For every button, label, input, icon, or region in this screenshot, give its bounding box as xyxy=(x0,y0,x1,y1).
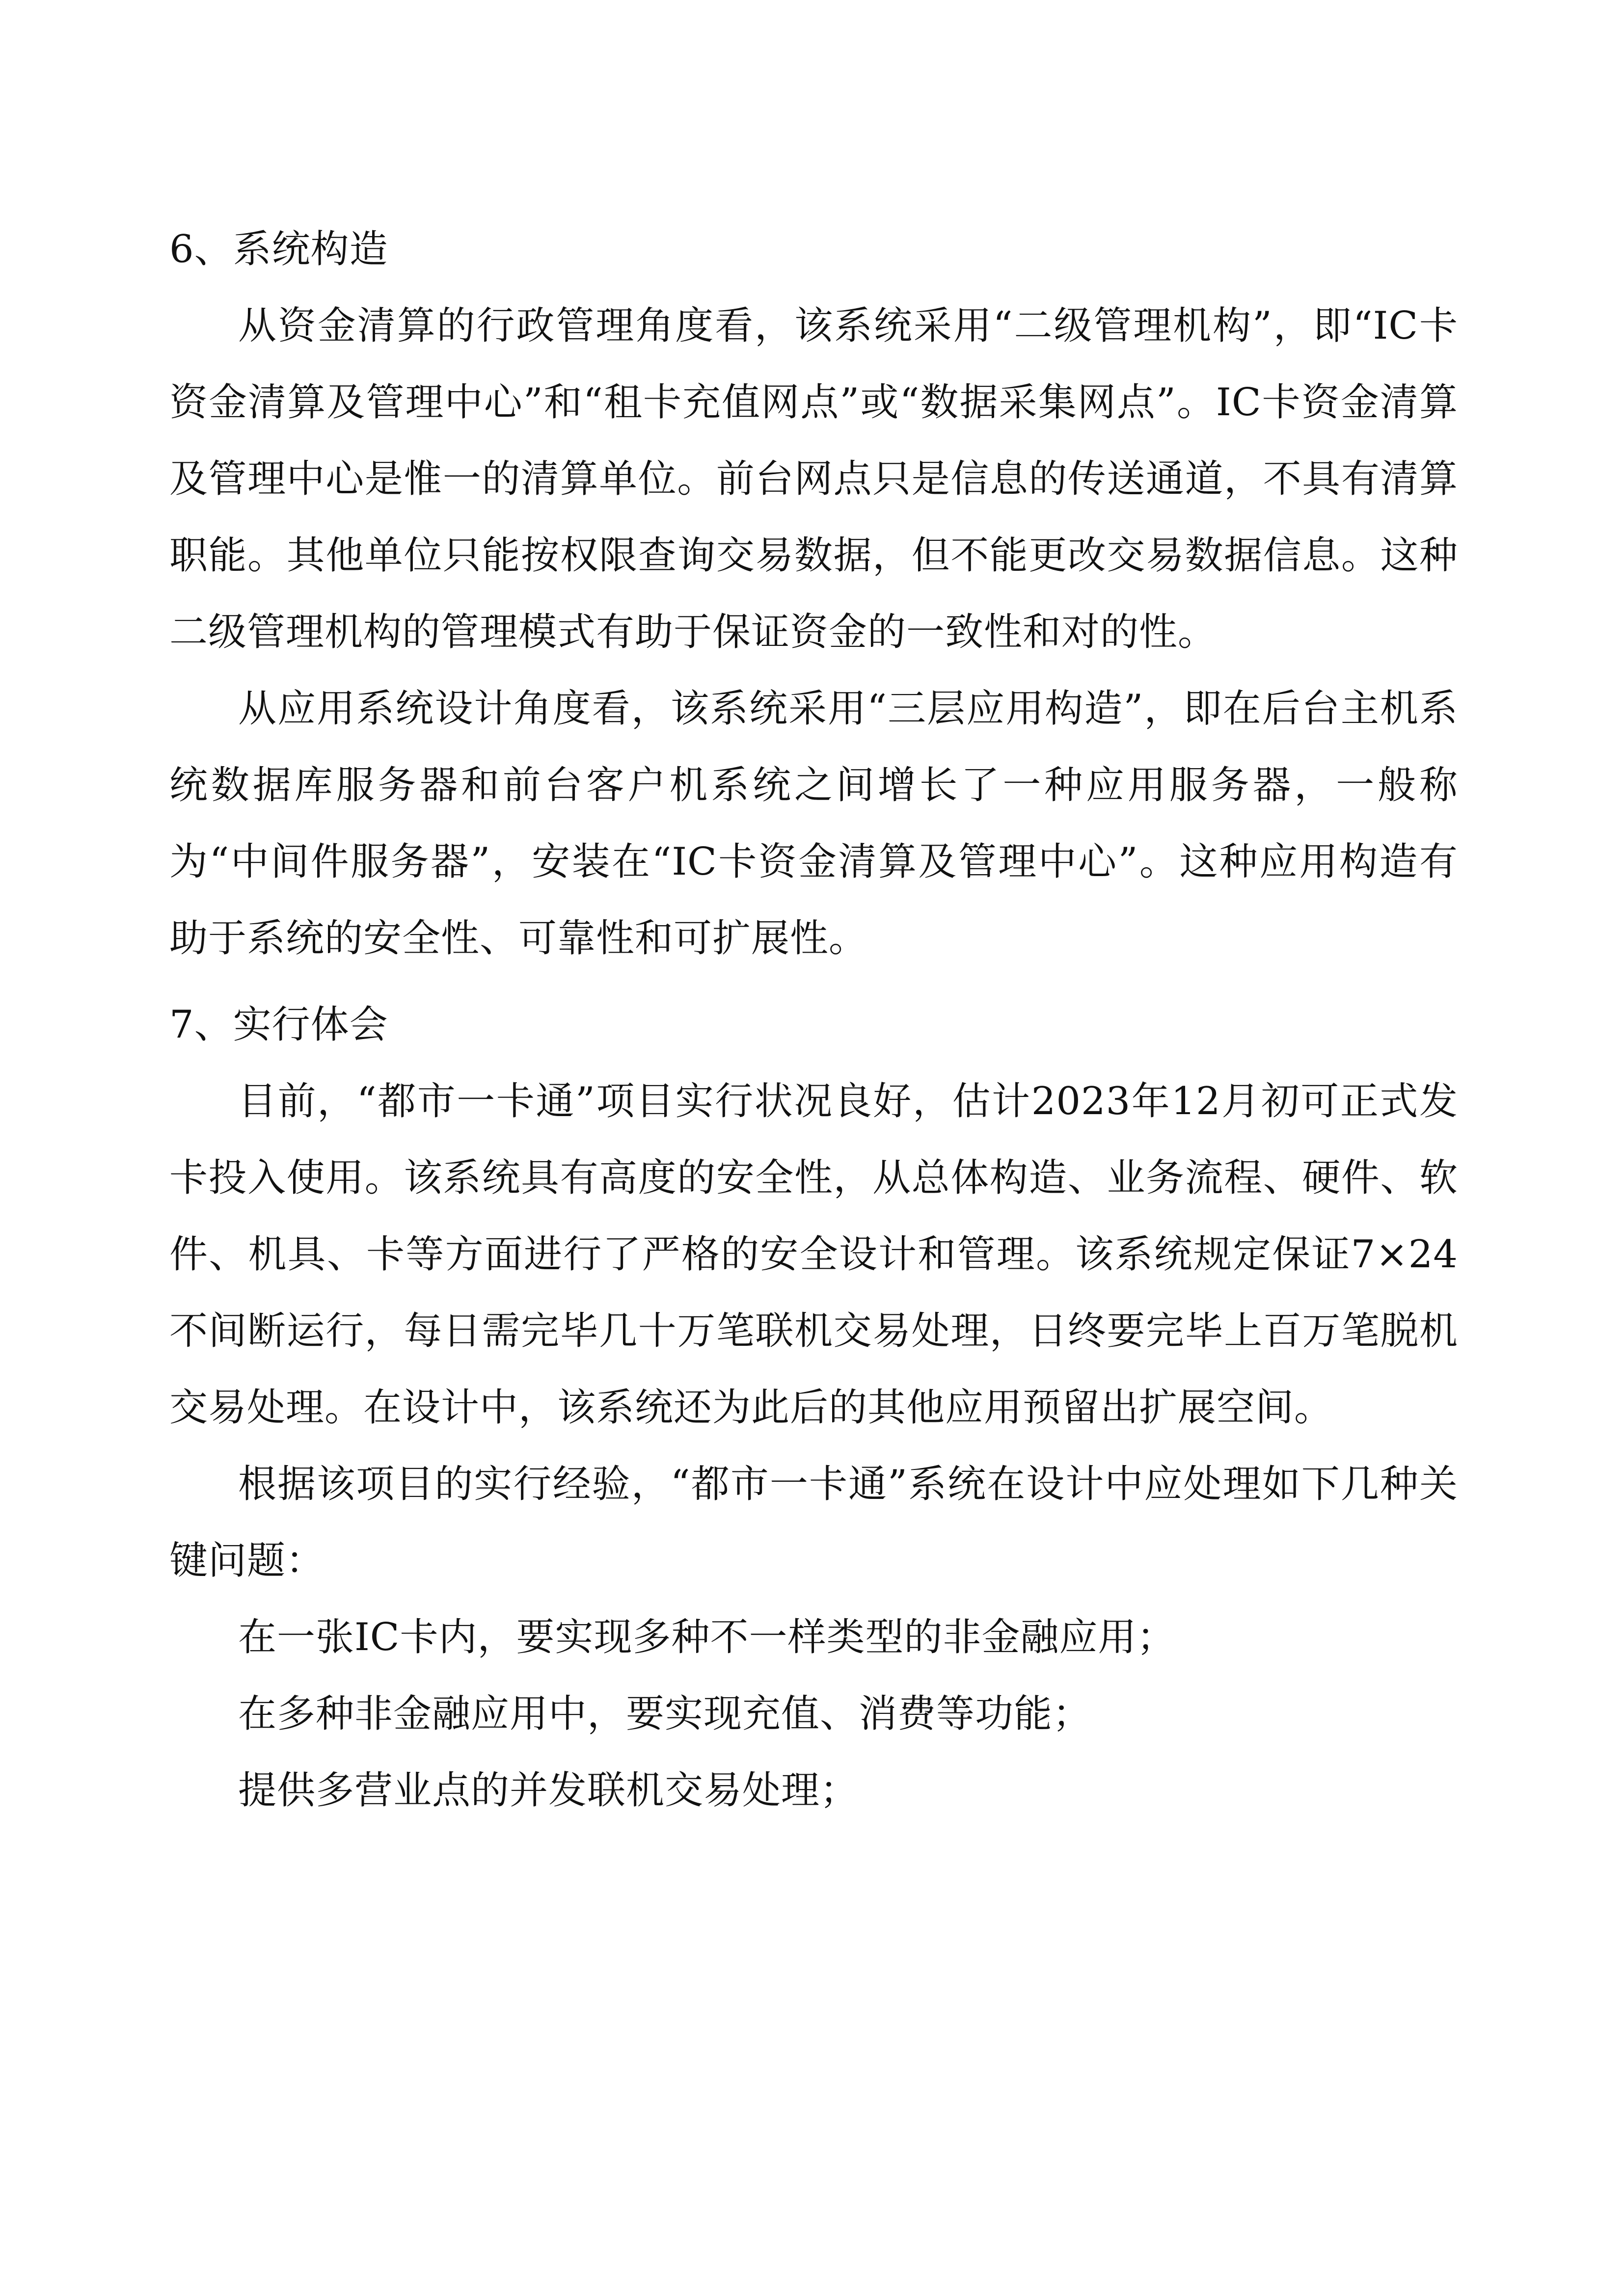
paragraph-admin-structure: 从资金清算的行政管理角度看，该系统采用“二级管理机构”，即“IC卡资金清算及管理中心”和“租卡充值网点”或“数据采集网点”。IC卡资金清算及管理中心是惟一的清算单位。前台网点只是信息的传送通道，不具有清算职能。其他单位只能按权限查询交易数据，但不能更改交易数据信息。这种二级管理机构的管理模式有助于保证资金的一致性和对的性。 xyxy=(169,304,1458,654)
list-item: 提供多营业点的并发联机交易处理； xyxy=(238,1768,859,1813)
paragraph-app-structure: 从应用系统设计角度看，该系统采用“三层应用构造”，即在后台主机系统数据库服务器和前台客户机系统之间增长了一种应用服务器，一般称为“中间件服务器”，安装在“IC卡资金清算及管理中心”。这种应用构造有助于系统的安全性、可靠性和可扩展性。 xyxy=(169,687,1458,961)
section-heading-7: 7、实行体会 xyxy=(169,1003,388,1047)
section-heading-6: 6、系统构造 xyxy=(169,227,388,271)
document-body xyxy=(169,211,1458,1829)
list-item: 在多种非金融应用中，要实现充值、消费等功能； xyxy=(238,1692,1092,1736)
list-item: 在一张IC卡内，要实现多种不一样类型的非金融应用； xyxy=(238,1615,1176,1659)
paragraph-key-issues-intro: 根据该项目的实行经验，“都市一卡通”系统在设计中应处理如下几种关键问题： xyxy=(169,1462,1458,1583)
paragraph-implementation-status: 目前，“都市一卡通”项目实行状况良好，估计2023年12月初可正式发卡投入使用。该系统具有高度的安全性，从总体构造、业务流程、硬件、软件、机具、卡等方面进行了严格的安全设计和管理。该系统规定保证7×24不间断运行，每日需完毕几十万笔联机交易处理，日终要完毕上百万笔脱机交易处理。在设计中，该系统还为此后的其他应用预留出扩展空间。 xyxy=(169,1079,1458,1430)
